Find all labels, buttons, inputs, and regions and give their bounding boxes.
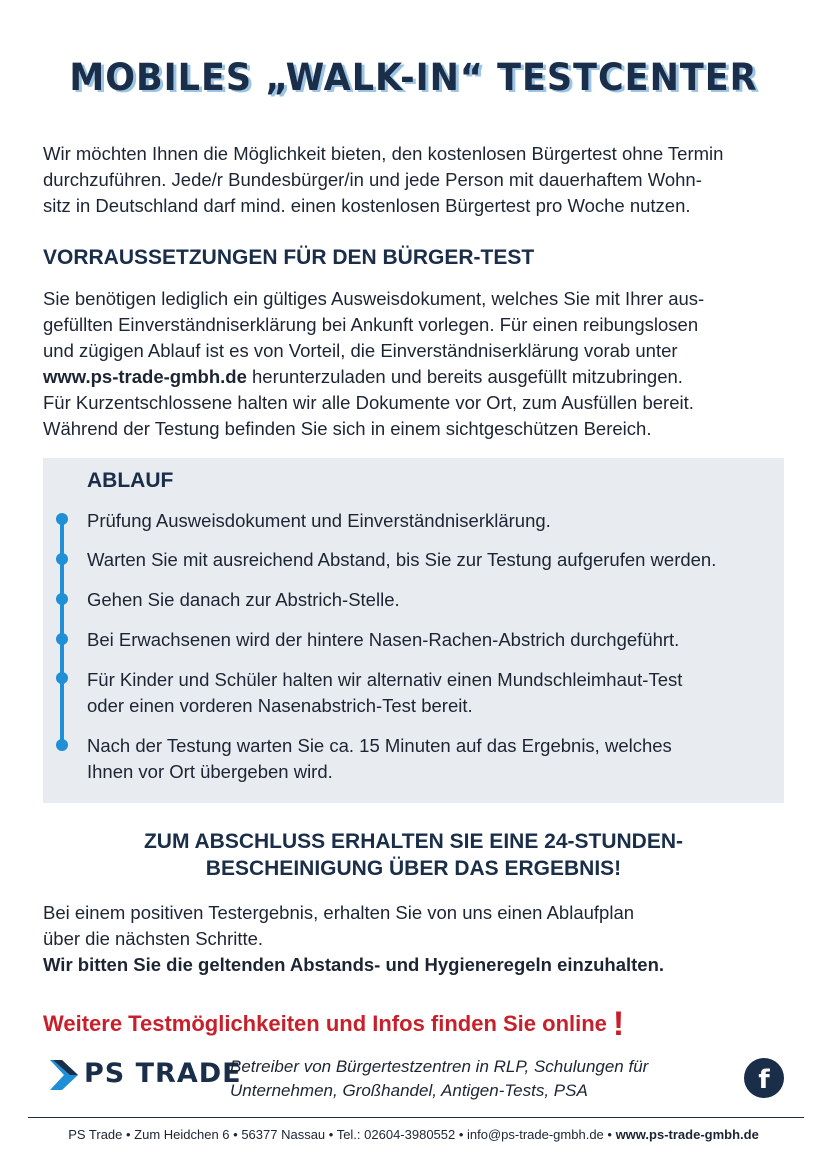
tagline-line: Betreiber von Bürgertestzentren in RLP, Schulungen für bbox=[230, 1057, 649, 1076]
logo-arrow-icon bbox=[50, 1060, 78, 1090]
requirements-line: gefüllten Einverständniserklärung bei Ankunft vorlegen. Für einen reibungslosen bbox=[43, 314, 699, 335]
process-step: Prüfung Ausweisdokument und Einverständniserklärung. bbox=[87, 510, 551, 531]
intro-paragraph bbox=[43, 141, 803, 219]
online-info-callout bbox=[43, 1001, 625, 1043]
process-step: Warten Sie mit ausreichend Abstand, bis Sie zur Testung aufgerufen werden. bbox=[87, 549, 717, 570]
process-step-line: oder einen vorderen Nasenabstrich-Test bereit. bbox=[87, 695, 473, 716]
process-step: Gehen Sie danach zur Abstrich-Stelle. bbox=[87, 589, 400, 610]
positive-line: über die nächsten Schritte. bbox=[43, 928, 264, 949]
brand-name: PS TRADE bbox=[84, 1058, 242, 1089]
timeline-dot bbox=[56, 633, 68, 645]
conclusion-line: ZUM ABSCHLUSS ERHALTEN SIE EINE 24-STUNDEN- bbox=[143, 830, 684, 853]
process-step-line: Für Kinder und Schüler halten wir alternativ einen Mundschleimhaut-Test bbox=[87, 669, 683, 690]
process-step-line: Nach der Testung warten Sie ca. 15 Minuten auf das Ergebnis, welches bbox=[87, 735, 672, 756]
requirements-line-rest: herunterzuladen und bereits ausgefüllt mitzubringen. bbox=[246, 366, 683, 387]
footer-divider bbox=[28, 1117, 804, 1118]
intro-line: sitz in Deutschland darf mind. einen kostenlosen Bürgertest pro Woche nutzen. bbox=[43, 195, 691, 216]
requirements-heading: VORRAUSSETZUNGEN FÜR DEN BÜRGER-TEST bbox=[43, 246, 535, 269]
process-step bbox=[87, 733, 777, 785]
requirements-paragraph bbox=[43, 286, 803, 442]
timeline-dot bbox=[56, 672, 68, 684]
positive-result-paragraph bbox=[43, 900, 803, 978]
process-step: Bei Erwachsenen wird der hintere Nasen-Rachen-Abstrich durchgeführt. bbox=[87, 629, 680, 650]
website-link[interactable]: www.ps-trade-gmbh.de bbox=[43, 366, 247, 387]
intro-line: Wir möchten Ihnen die Möglichkeit bieten, den kostenlosen Bürgertest ohne Termin bbox=[43, 143, 724, 164]
facebook-icon[interactable]: f bbox=[744, 1058, 784, 1098]
requirements-line: Während der Testung befinden Sie sich in einem sichtgeschützen Bereich. bbox=[43, 418, 652, 439]
process-step-line: Ihnen vor Ort übergeben wird. bbox=[87, 761, 333, 782]
process-step bbox=[87, 667, 777, 719]
conclusion-heading bbox=[0, 828, 827, 882]
requirements-line: Sie benötigen lediglich ein gültiges Ausweisdokument, welches Sie mit Ihrer aus- bbox=[43, 288, 705, 309]
footer-address: PS Trade • Zum Heidchen 6 • 56377 Nassau • Tel.: 02604-3980552 • info@ps-trade-gmbh.de • bbox=[68, 1127, 616, 1142]
process-heading: ABLAUF bbox=[87, 469, 174, 492]
tagline-line: Unternehmen, Großhandel, Antigen-Tests, PSA bbox=[230, 1081, 588, 1100]
intro-line: durchzuführen. Jede/r Bundesbürger/in und jede Person mit dauerhaftem Wohn- bbox=[43, 169, 702, 190]
requirements-line: und zügigen Ablauf ist es von Vorteil, die Einverständniserklärung vorab unter bbox=[43, 340, 678, 361]
footer-website-link[interactable]: www.ps-trade-gmbh.de bbox=[615, 1127, 759, 1142]
positive-line: Bei einem positiven Testergebnis, erhalten Sie von uns einen Ablaufplan bbox=[43, 902, 635, 923]
timeline-dot bbox=[56, 593, 68, 605]
timeline-dot bbox=[56, 739, 68, 751]
hygiene-notice: Wir bitten Sie die geltenden Abstands- und Hygieneregeln einzuhalten. bbox=[43, 954, 665, 975]
process-box bbox=[43, 458, 784, 803]
online-info-text: Weitere Testmöglichkeiten und Infos finden Sie online bbox=[43, 1011, 607, 1036]
timeline-dot bbox=[56, 513, 68, 525]
timeline-dot bbox=[56, 553, 68, 565]
footer-contact bbox=[0, 1127, 827, 1142]
requirements-line bbox=[43, 364, 803, 390]
exclamation-mark: ! bbox=[612, 1005, 625, 1043]
brand-tagline bbox=[230, 1055, 730, 1103]
conclusion-line: BESCHEINIGUNG ÜBER DAS ERGEBNIS! bbox=[205, 857, 622, 880]
page-title: MOBILES „WALK-IN“ TESTCENTER bbox=[69, 56, 758, 100]
requirements-line: Für Kurzentschlossene halten wir alle Dokumente vor Ort, zum Ausfüllen bereit. bbox=[43, 392, 694, 413]
